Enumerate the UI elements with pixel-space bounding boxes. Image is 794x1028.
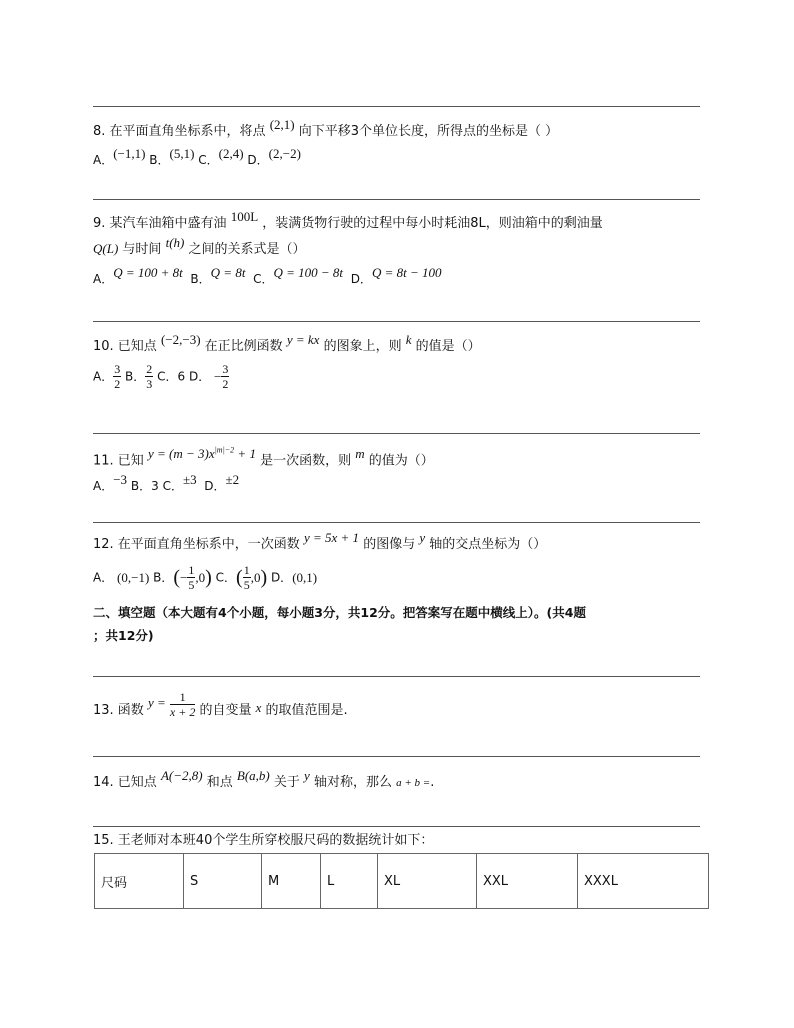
option-c: C．±3 xyxy=(162,472,197,493)
question-text: 14. 已知点 xyxy=(93,775,157,790)
question-text: ，装满货物行驶的过程中每小时耗油8L，则油箱中的剩油量 xyxy=(262,216,603,231)
table-header-cell: XXL xyxy=(477,854,578,909)
math-fraction: $\frac{1}{x + 2}$ xyxy=(169,690,196,719)
question-15-stem xyxy=(93,834,433,847)
question-text: 12. 在平面直角坐标系中，一次函数 xyxy=(93,537,300,552)
question-text: 的取值范围是. xyxy=(265,703,348,718)
question-text: 11. 已知 xyxy=(93,453,144,469)
option-b: B． $\frac{2}{3}$ xyxy=(125,362,153,391)
math-point: B(a,b) xyxy=(236,768,270,783)
math-point: (−2,−3) xyxy=(160,332,201,347)
math-function: $y = (m - 3)x^{|m|-2} + 1$ xyxy=(147,446,256,462)
math-function: y = 5x + 1 xyxy=(303,530,360,545)
question-text: 15. 王老师对本班40个学生所穿校服尺码的数据统计如下： xyxy=(93,833,434,848)
divider-line xyxy=(93,106,700,107)
question-text: 与时间 xyxy=(122,242,162,257)
option-b: B．Q = 8t xyxy=(190,265,246,286)
question-text: 的值是（） xyxy=(415,339,481,354)
question-text: 13. 函数 xyxy=(93,703,144,718)
option-a: A．(−1,1) xyxy=(93,146,146,167)
option-b: B．3 xyxy=(130,479,159,493)
table-header-cell: XXXL xyxy=(578,854,709,909)
question-14-stem: 14. 已知点 A(−2,8) 和点 B(a,b) 关于 y 轴对称，那么 a + b =. xyxy=(93,768,435,790)
divider-line xyxy=(93,676,700,677)
divider-line xyxy=(93,756,700,757)
question-text: 轴的交点坐标为（） xyxy=(429,537,547,552)
option-d: D．Q = 8t − 100 xyxy=(350,265,442,286)
option-a: A．Q = 100 + 8t xyxy=(93,265,183,286)
option-c: C．Q = 100 − 8t xyxy=(253,265,344,286)
question-text: 关于 xyxy=(273,775,300,790)
math-variable: m xyxy=(355,446,365,462)
question-text: 和点 xyxy=(206,775,233,790)
option-b: B．(− $\frac{1}{5}$ ,0) xyxy=(153,563,212,592)
math-expression: a + b = xyxy=(396,777,431,789)
option-d: D． − $\frac{3}{2}$ xyxy=(188,362,229,391)
math-variable: Q(L) xyxy=(93,241,119,256)
question-10-stem xyxy=(93,332,481,354)
option-c: C．( $\frac{1}{5}$ ,0) xyxy=(215,563,268,592)
math-variable: t(h) xyxy=(165,235,185,250)
section-heading: 二、填空题（本大题有4个小题，每小题3分，共12分。把答案写在题中横线上）。(共4题 xyxy=(93,605,586,620)
option-c: C．(2,4) xyxy=(198,146,244,167)
size-table xyxy=(94,853,709,909)
question-12-stem xyxy=(93,530,547,552)
option-d: D．(2,−2) xyxy=(247,146,301,167)
section-heading-line2: ；共12分) xyxy=(93,628,154,643)
question-text: 向下平移3个单位长度，所得点的坐标是（ ） xyxy=(298,124,559,139)
question-text: 是一次函数，则 xyxy=(260,453,352,469)
question-text: 的值为（） xyxy=(368,453,434,469)
option-b: B．(5,1) xyxy=(149,146,195,167)
divider-line xyxy=(93,321,700,322)
option-a: A．−3 xyxy=(93,472,128,493)
question-text: 之间的关系式是（） xyxy=(188,242,306,257)
question-text: 轴对称，那么 xyxy=(313,775,392,790)
option-d: D．±2 xyxy=(204,472,240,493)
question-text: 10. 已知点 xyxy=(93,339,157,354)
divider-line xyxy=(93,199,700,200)
question-11-options xyxy=(93,472,240,493)
math-quantity: 100L xyxy=(230,209,259,224)
divider-line xyxy=(93,826,700,827)
question-9-stem-line2 xyxy=(93,235,306,257)
question-text: 的图像与 xyxy=(363,537,416,552)
question-9-options xyxy=(93,265,442,286)
question-text: 在正比例函数 xyxy=(204,339,283,354)
math-variable: y xyxy=(304,768,310,783)
math-point: (2,1) xyxy=(269,117,295,132)
option-c: C．6 xyxy=(157,369,186,384)
question-13-stem xyxy=(93,690,348,725)
math-function: y = xyxy=(147,695,166,710)
math-variable: x xyxy=(255,700,262,715)
table-header-cell: XL xyxy=(378,854,477,909)
divider-line xyxy=(93,433,700,434)
option-d: D．(0,1) xyxy=(270,570,318,585)
question-9-stem xyxy=(93,209,603,231)
table-header-cell: M xyxy=(262,854,321,909)
option-a: A． $\frac{3}{2}$ xyxy=(93,362,121,391)
question-10-options xyxy=(93,362,229,391)
math-variable: k xyxy=(405,332,412,347)
question-text: 9. 某汽车油箱中盛有油 xyxy=(93,216,227,231)
question-text: 的图象上，则 xyxy=(323,339,402,354)
divider-line xyxy=(93,522,700,523)
math-function: y = kx xyxy=(286,332,320,347)
question-8-stem xyxy=(93,117,559,139)
table-header-cell: 尺码 xyxy=(95,854,184,909)
question-11-stem xyxy=(93,446,434,469)
question-text: 的自变量 xyxy=(199,703,252,718)
table-header-cell: S xyxy=(184,854,262,909)
option-a: A． (0,−1) xyxy=(93,570,150,585)
table-row xyxy=(95,854,709,909)
question-text: 8. 在平面直角坐标系中，将点 xyxy=(93,124,266,139)
math-point: A(−2,8) xyxy=(160,768,203,783)
math-variable: y xyxy=(419,530,426,545)
question-8-options xyxy=(93,146,301,167)
table-header-cell: L xyxy=(321,854,378,909)
question-12-options xyxy=(93,563,317,592)
